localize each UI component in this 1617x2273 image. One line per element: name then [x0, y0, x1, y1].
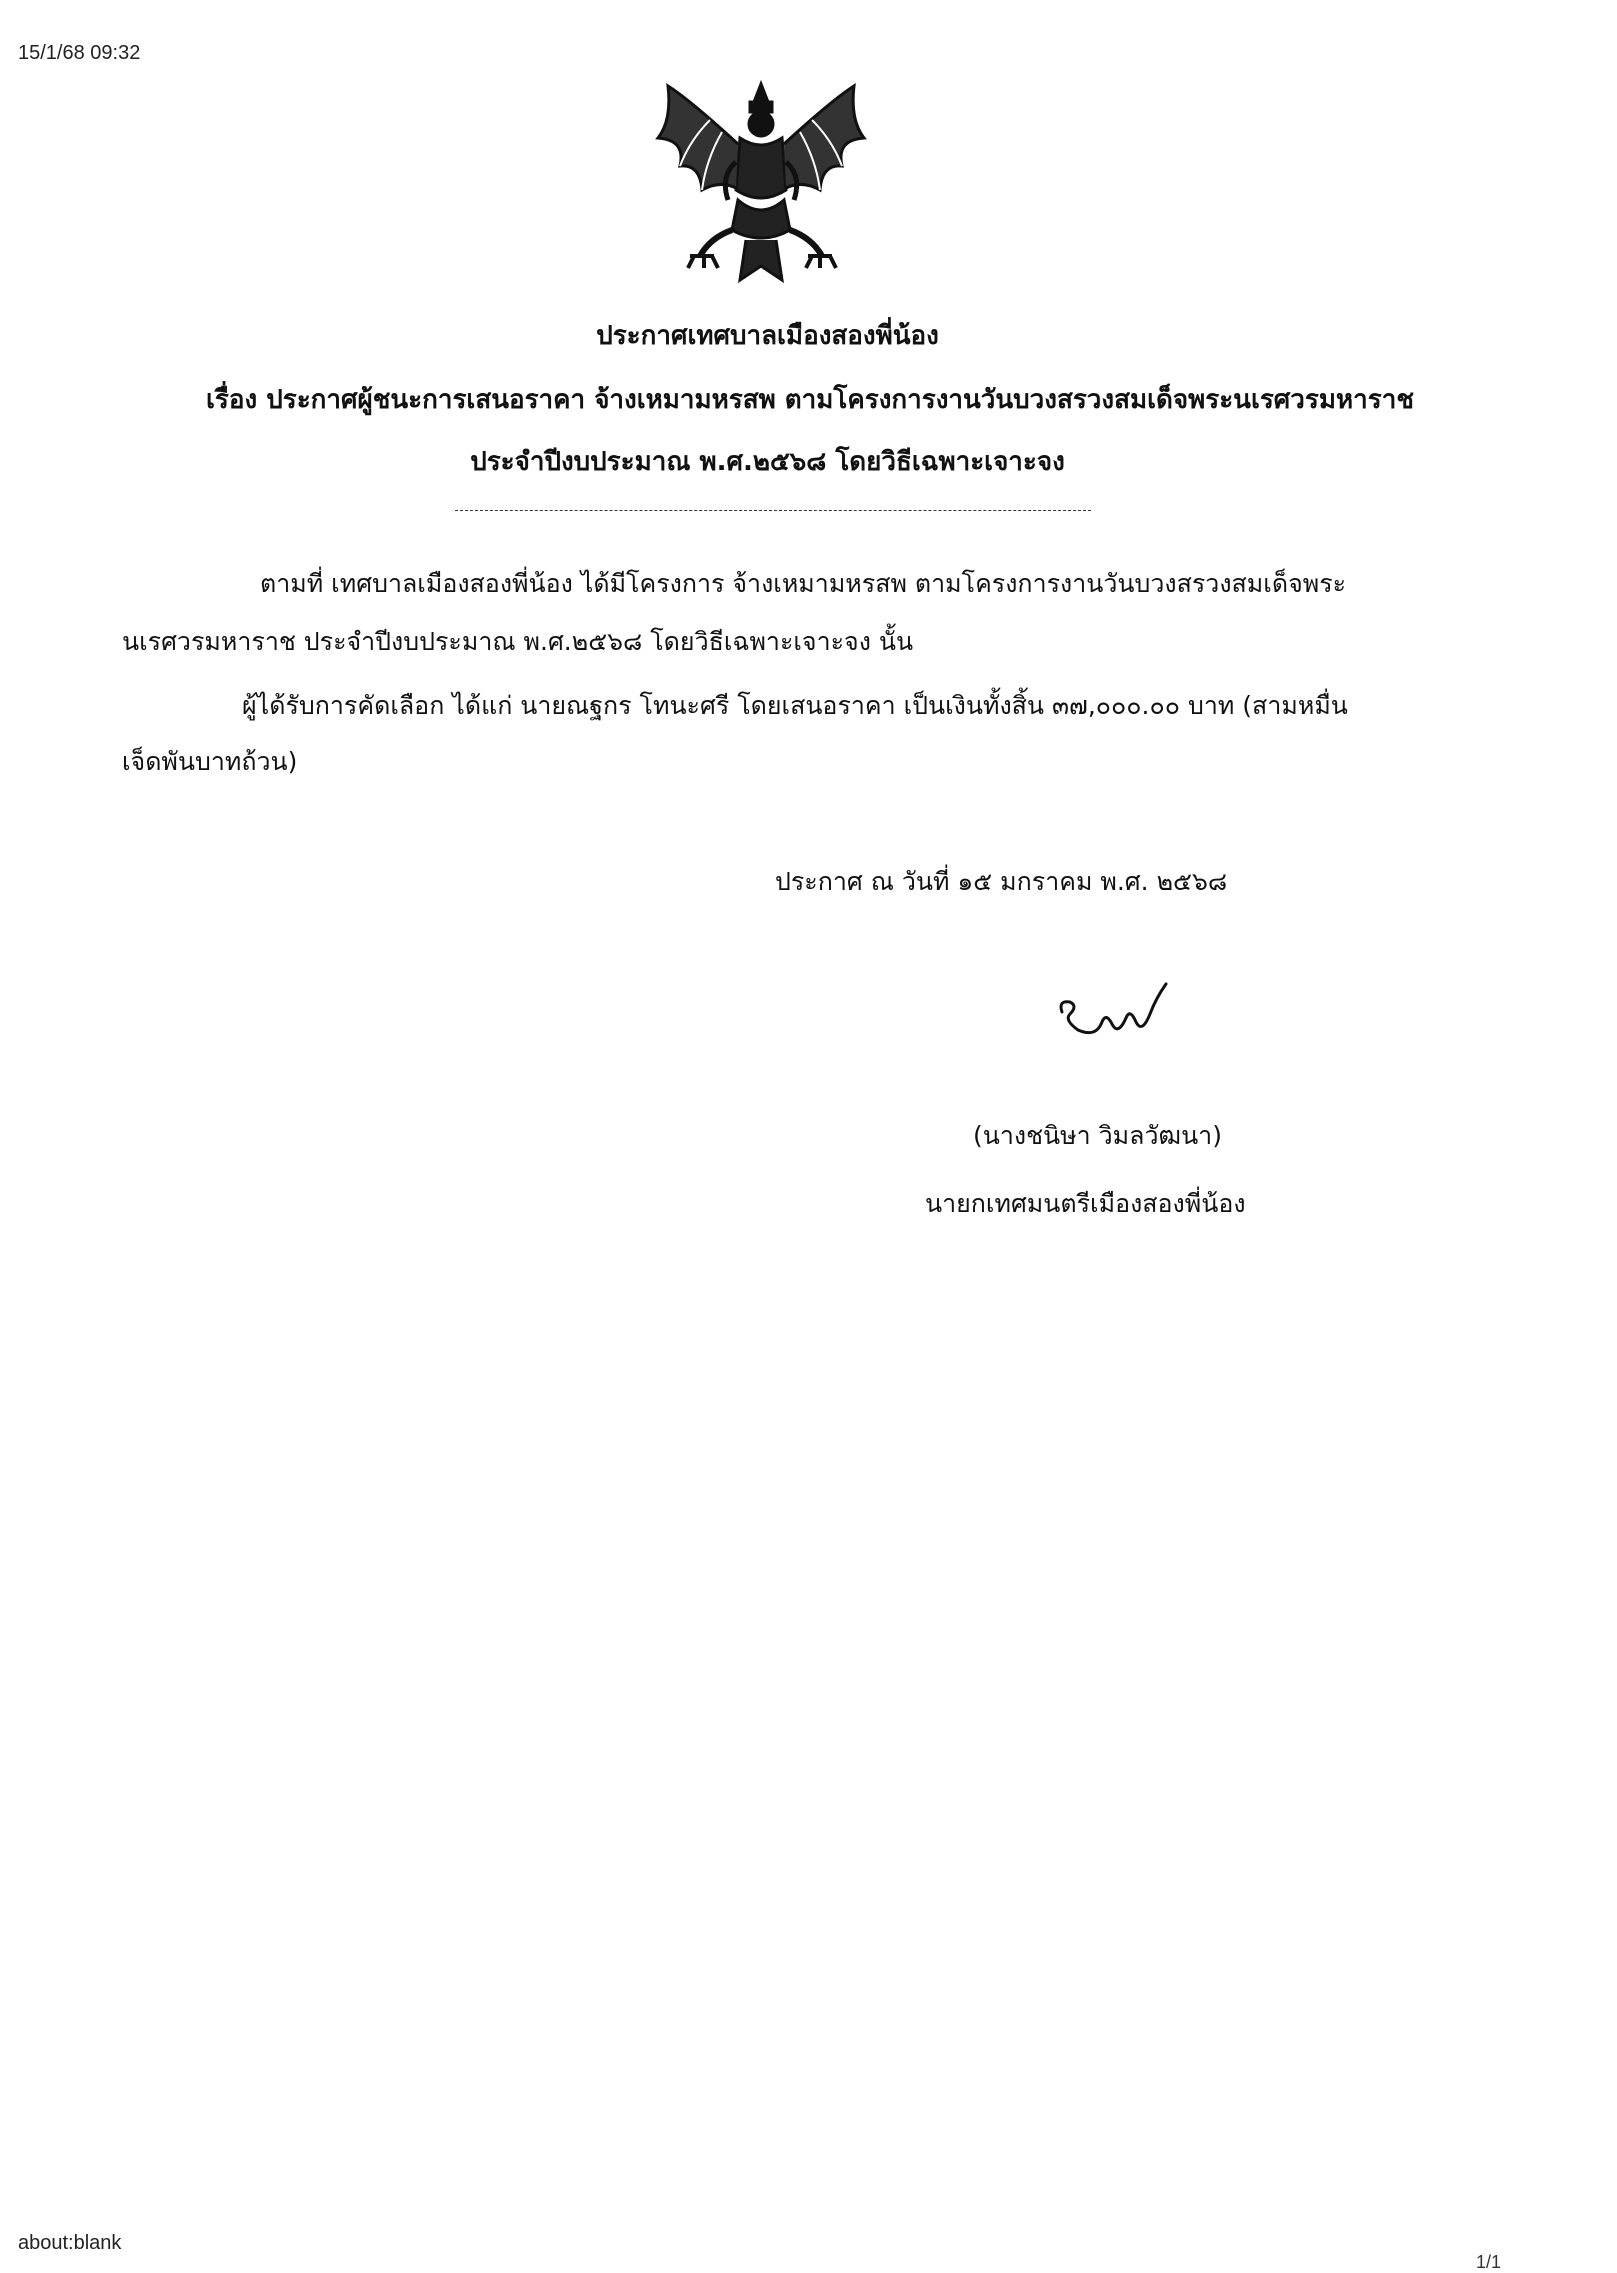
document-title: ประกาศเทศบาลเมืองสองพี่น้อง: [596, 321, 939, 351]
garuda-emblem-icon: [650, 80, 872, 286]
print-timestamp: 15/1/68 09:32: [18, 42, 141, 64]
paragraph1-line2: นเรศวรมหาราช ประจำปีงบประมาณ พ.ศ.๒๕๖๘ โดยวิธีเฉพาะเจาะจง นั้น: [122, 627, 914, 656]
signer-name: (นางชนิษา วิมลวัฒนา): [973, 1121, 1222, 1150]
signature-icon: [1056, 978, 1186, 1050]
announcement-date: ประกาศ ณ วันที่ ๑๕ มกราคม พ.ศ. ๒๕๖๘: [775, 867, 1228, 896]
signer-title: นายกเทศมนตรีเมืองสองพี่น้อง: [925, 1189, 1246, 1218]
paragraph1-line1: ตามที่ เทศบาลเมืองสองพี่น้อง ได้มีโครงการ จ้างเหมามหรสพ ตามโครงการงานวันบวงสรวงสมเด็จพระ: [260, 569, 1347, 598]
title-separator: [455, 510, 1091, 511]
document-subject-line2: ประจำปีงบประมาณ พ.ศ.๒๕๖๘ โดยวิธีเฉพาะเจาะจง: [470, 447, 1065, 477]
page-counter: 1/1: [1476, 2252, 1502, 2272]
document-subject: เรื่อง ประกาศผู้ชนะการเสนอราคา จ้างเหมามหรสพ ตามโครงการงานวันบวงสรวงสมเด็จพระนเรศวรมหาราช: [206, 385, 1414, 415]
paragraph2-line1: ผู้ได้รับการคัดเลือก ได้แก่ นายณฐกร โทนะศรี โดยเสนอราคา เป็นเงินทั้งสิ้น ๓๗,๐๐๐.๐๐ บาท (สามหมื่น: [242, 691, 1348, 720]
print-url: about:blank: [18, 2232, 122, 2254]
paragraph2-line2: เจ็ดพันบาทถ้วน): [122, 747, 298, 776]
